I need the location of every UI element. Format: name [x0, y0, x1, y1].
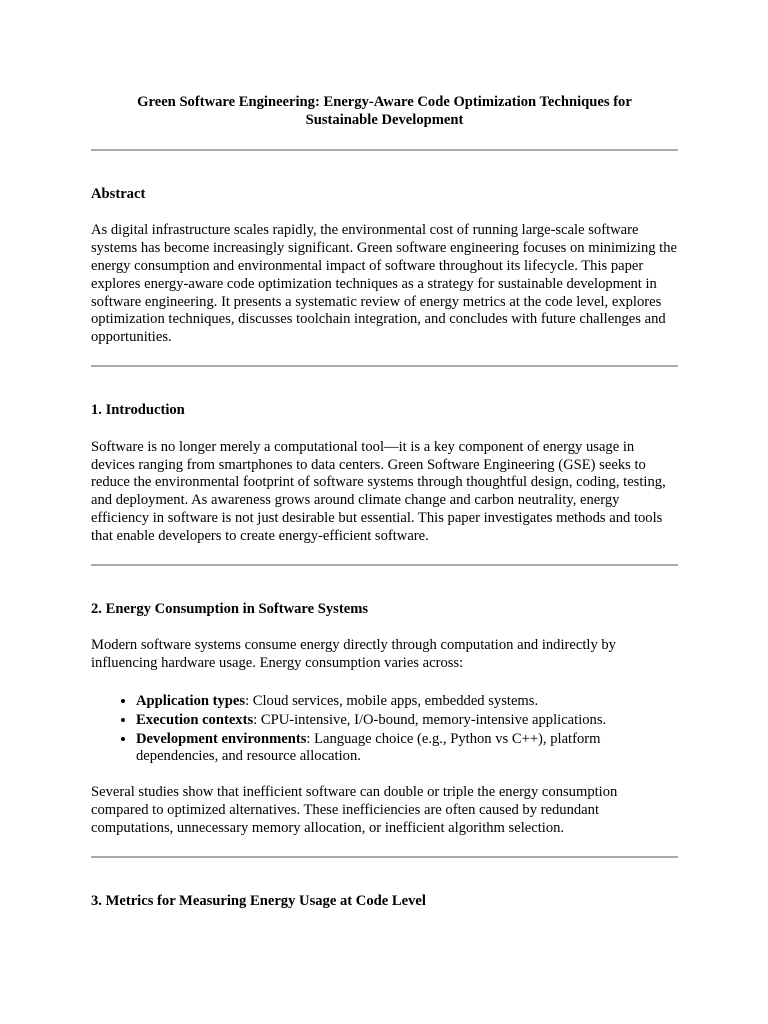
energy-factors-list [91, 692, 678, 766]
introduction-text: Software is no longer merely a computational tool—it is a key component of energy usage in devices ranging from smartphones to data centers. Green Software Engineering (GSE) seeks to reduce the environmental footprint of software systems through thoughtful design, coding, testing, and deployment. As awareness grows around climate change and carbon neutrality, energy efficiency in software is not just desirable but essential. This paper investigates methods and tools that enable developers to create energy-efficient software. [91, 438, 666, 544]
list-item-term: Application types [136, 692, 246, 709]
list-item [136, 711, 678, 730]
section-divider [91, 856, 678, 858]
section-divider [91, 564, 678, 566]
section-divider [91, 149, 678, 151]
list-item [136, 692, 678, 711]
list-item-desc: : CPU-intensive, I/O-bound, memory-intensive applications. [253, 711, 607, 728]
list-item-desc: : Language choice (e.g., Python vs C++), platform dependencies, and resource allocation. [136, 730, 601, 765]
metrics-heading: 3. Metrics for Measuring Energy Usage at Code Level [91, 892, 426, 909]
section-divider [91, 365, 678, 367]
abstract-text: As digital infrastructure scales rapidly, the environmental cost of running large-scale software systems has become increasingly significant. Green software engineering focuses on minimizing the energy consumption and environmental impact of software throughout its lifecycle. This paper explores energy-aware code optimization techniques as a strategy for sustainable development in software engineering. It presents a systematic review of energy metrics at the code level, explores optimization techniques, discusses toolchain integration, and concludes with future challenges and opportunities. [91, 222, 678, 346]
list-item [136, 730, 678, 767]
list-item-term: Execution contexts [136, 711, 254, 728]
energy-consumption-intro: Modern software systems consume energy directly through computation and indirectly by influencing hardware usage. Energy consumption varies across: [91, 637, 616, 672]
document-title: Green Software Engineering: Energy-Aware Code Optimization Techniques for Sustainable Development [137, 94, 632, 128]
introduction-heading: 1. Introduction [91, 401, 185, 418]
abstract-heading: Abstract [91, 185, 146, 202]
energy-consumption-heading: 2. Energy Consumption in Software Systems [91, 600, 369, 617]
list-item-desc: : Cloud services, mobile apps, embedded systems. [245, 692, 539, 709]
list-item-term: Development environments [136, 730, 307, 747]
energy-consumption-conclusion: Several studies show that inefficient software can double or triple the energy consumption compared to optimized alternatives. These inefficiencies are often caused by redundant computations, unnecessary memory allocation, or inefficient algorithm selection. [91, 784, 618, 836]
